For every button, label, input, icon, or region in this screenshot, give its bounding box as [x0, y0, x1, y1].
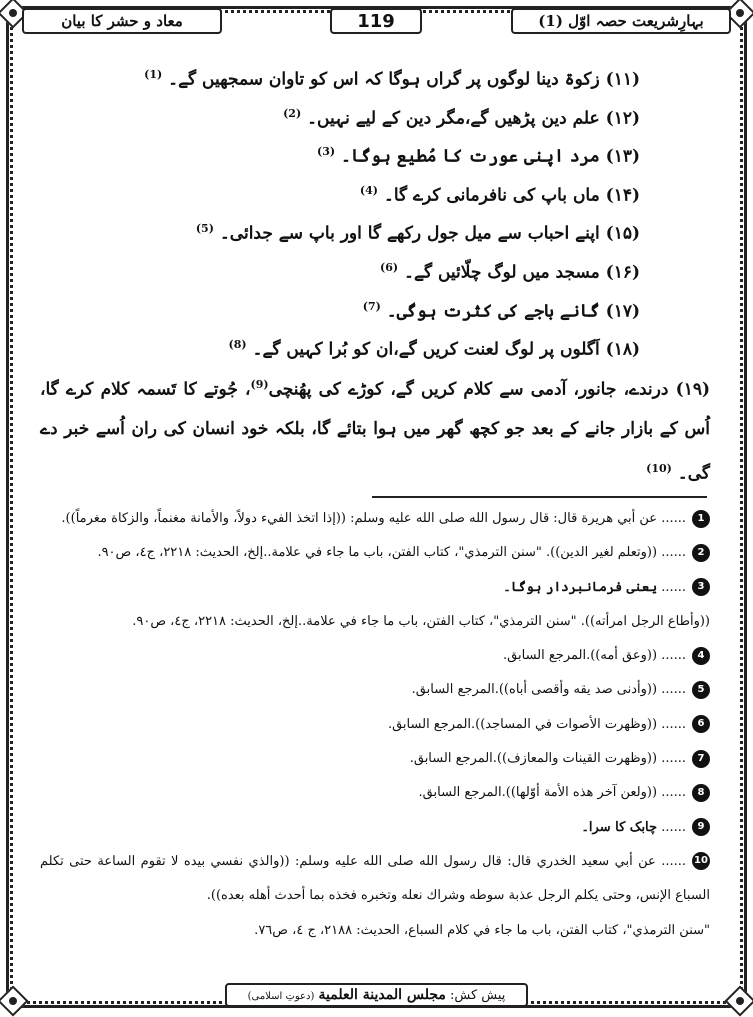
item-ref: (3) [317, 145, 336, 159]
footer-brand: مجلس المدينة العلمية [318, 987, 446, 1003]
footnote [40, 536, 710, 570]
footnote-number: 8 [692, 784, 710, 802]
header-page-number: 119 [330, 8, 422, 34]
item-text: زکوۃ دینا لوگوں پر گراں ہوگا کہ اس کو تاوان سمجھیں گے۔ [168, 69, 600, 90]
footnote-number: 10 [692, 852, 710, 870]
footnote-leader: ...... [661, 682, 686, 698]
list-item [40, 95, 710, 134]
footnote-continuation [40, 914, 710, 948]
item-number: (۱۳) [605, 146, 640, 167]
footnote [40, 673, 710, 707]
item-text-continued: ، جُوتے کا تَسمہ کلام کرے گا، اُس کے بازار جانے کے بعد جو کچھ گھر میں ہوا بتائے گا، بلکہ خود انسان کی ران اُسے خبر دے گی۔ [40, 379, 710, 485]
footnote-text: ((ولعن آخر هذه الأمة أوّلها)).المرجع السابق. [418, 785, 658, 801]
footnote [40, 639, 710, 673]
item-ref: (4) [359, 183, 378, 197]
list-item [40, 326, 710, 365]
header-chapter-title: معاد و حشر کا بیان [22, 8, 222, 34]
list-item [40, 133, 710, 172]
main-text [40, 56, 710, 494]
footnote-continuation [40, 605, 710, 639]
item-ref: (1) [144, 68, 163, 81]
item-number: (۱۷) [605, 301, 640, 322]
footnote-number: 4 [692, 647, 710, 665]
list-item [40, 210, 710, 249]
border-dots-left [10, 20, 13, 990]
footnote-text: چابک کا سرا۔ [581, 819, 658, 835]
footnote-number: 3 [692, 578, 710, 596]
item-number: (۱۲) [605, 108, 640, 129]
footnote [40, 742, 710, 776]
footnote [40, 502, 710, 536]
list-item [40, 172, 710, 211]
footnote-divider [372, 496, 707, 498]
footnote [40, 845, 710, 914]
border-dots-right [740, 20, 743, 990]
footnote [40, 811, 710, 845]
footnote-number: 7 [692, 750, 710, 768]
item-text: علم دین پڑھیں گے،مگر دین کے لیے نہیں۔ [307, 108, 600, 129]
footnote-leader: ...... [661, 545, 686, 561]
item-number: (۱۸) [605, 339, 640, 360]
footer-presenter-label: پیش کش: [450, 988, 506, 1003]
footnote-text: ((وأدنى صد يقه وأقصى أباه)).المرجع السابق. [411, 682, 658, 698]
footnote-text: "سنن الترمذي"، كتاب الفتن، باب ما جاء في كلام السباع، الحديث: ٢١٨٨، ج ٤، ص٧٦. [254, 922, 710, 938]
item-text: درندے، جانور، آدمی سے کلام کریں گے، کوڑے کی پھُنچی [268, 379, 669, 400]
footnote [40, 708, 710, 742]
list-item [40, 249, 710, 288]
footnote-number: 6 [692, 715, 710, 733]
item-ref: (5) [195, 222, 214, 236]
footnote-leader: ...... [661, 716, 686, 732]
footnote-leader: ...... [661, 511, 686, 526]
item-ref: (9) [250, 377, 269, 391]
footnote-text: ((وظهرت الأصوات في المساجد)).المرجع السابق. [387, 716, 658, 732]
footnote-number: 9 [692, 818, 710, 836]
footnote-text: ((وتعلم لغير الدين)). "سنن الترمذي"، كتاب الفتن، باب ما جاء في علامة..إلخ، الحديث: ٢٢١٨، ج٤، ص٩٠. [97, 545, 658, 561]
item-text: ماں باپ کی نافرمانی کرے گا۔ [383, 185, 600, 206]
footnote-text: ((وظهرت القينات والمعازف)).المرجع السابق. [409, 751, 658, 767]
item-ref: (7) [362, 299, 381, 313]
item-ref: (10) [646, 462, 672, 476]
item-number: (۱۱) [605, 69, 640, 90]
item-ref: (2) [283, 106, 302, 120]
item-text: گانے باجے کی کثرت ہوگی۔ [386, 301, 600, 322]
item-number: (۱۴) [605, 185, 640, 206]
item-number: (۱۶) [605, 262, 640, 283]
footnote-leader: ...... [661, 579, 686, 595]
footnote-text: ((وعق أمه)).المرجع السابق. [503, 648, 658, 664]
item-number: (۱۹) [675, 379, 710, 400]
footnote [40, 571, 710, 605]
item-number: (۱۵) [605, 224, 640, 245]
footnote-leader: ...... [661, 751, 686, 767]
footnote-number: 2 [692, 544, 710, 562]
item-text: مسجد میں لوگ چلّائیں گے۔ [404, 262, 600, 283]
footnote-text: عن أبي سعيد الخدري قال: قال رسول الله صلى الله عليه وسلم: ((والذي نفسي بيده لا تقوم الساعة حتى تكلم السباع الإنس، وحتى يكلم الرجل عذبة سوطه وشراك نعله وتخبره فخذه بما أحدث أهله بعده)). [40, 853, 710, 904]
list-item [40, 288, 710, 327]
footnote-number: 5 [692, 681, 710, 699]
footnote [40, 776, 710, 810]
footnote-text: یعنی فرمانبردار ہوگا۔ [503, 579, 658, 595]
footnote-leader: ...... [661, 819, 686, 835]
footnote-leader: ...... [661, 853, 686, 869]
footer-tag: (دعوتِ اسلامی) [247, 991, 315, 1002]
footer-publisher [225, 983, 528, 1007]
item-text: اَگلوں پر لوگ لعنت کریں گے،ان کو بُرا کہیں گے۔ [252, 339, 600, 360]
footnote-leader: ...... [661, 785, 686, 801]
header-book-title: بہارِشریعت حصہ اوّل (1) [511, 8, 731, 34]
footnote-text: ((وأطاع الرجل امرأته)). "سنن الترمذي"، كتاب الفتن، باب ما جاء في علامة..إلخ، الحديث: ٢٢١٨، ج٤، ص٩٠. [132, 613, 710, 629]
footnote-leader: ...... [661, 648, 686, 664]
item-text: مرد اپنی عورت کا مُطیع ہوگا۔ [341, 146, 600, 167]
item-ref: (6) [380, 260, 399, 274]
footnote-text: عن أبي هريرة قال: قال رسول الله صلى الله عليه وسلم: ((إذا اتخذ الفيء دولاً، والأمانة مغنماً، والزكاة مغرماً)). [61, 511, 658, 526]
list-item [40, 56, 710, 95]
footnotes [40, 502, 710, 948]
list-item [40, 365, 710, 494]
footnote-number: 1 [692, 510, 710, 528]
item-ref: (8) [228, 338, 247, 352]
item-text: اپنے احباب سے میل جول رکھے گا اور باپ سے جدائی۔ [219, 224, 600, 245]
